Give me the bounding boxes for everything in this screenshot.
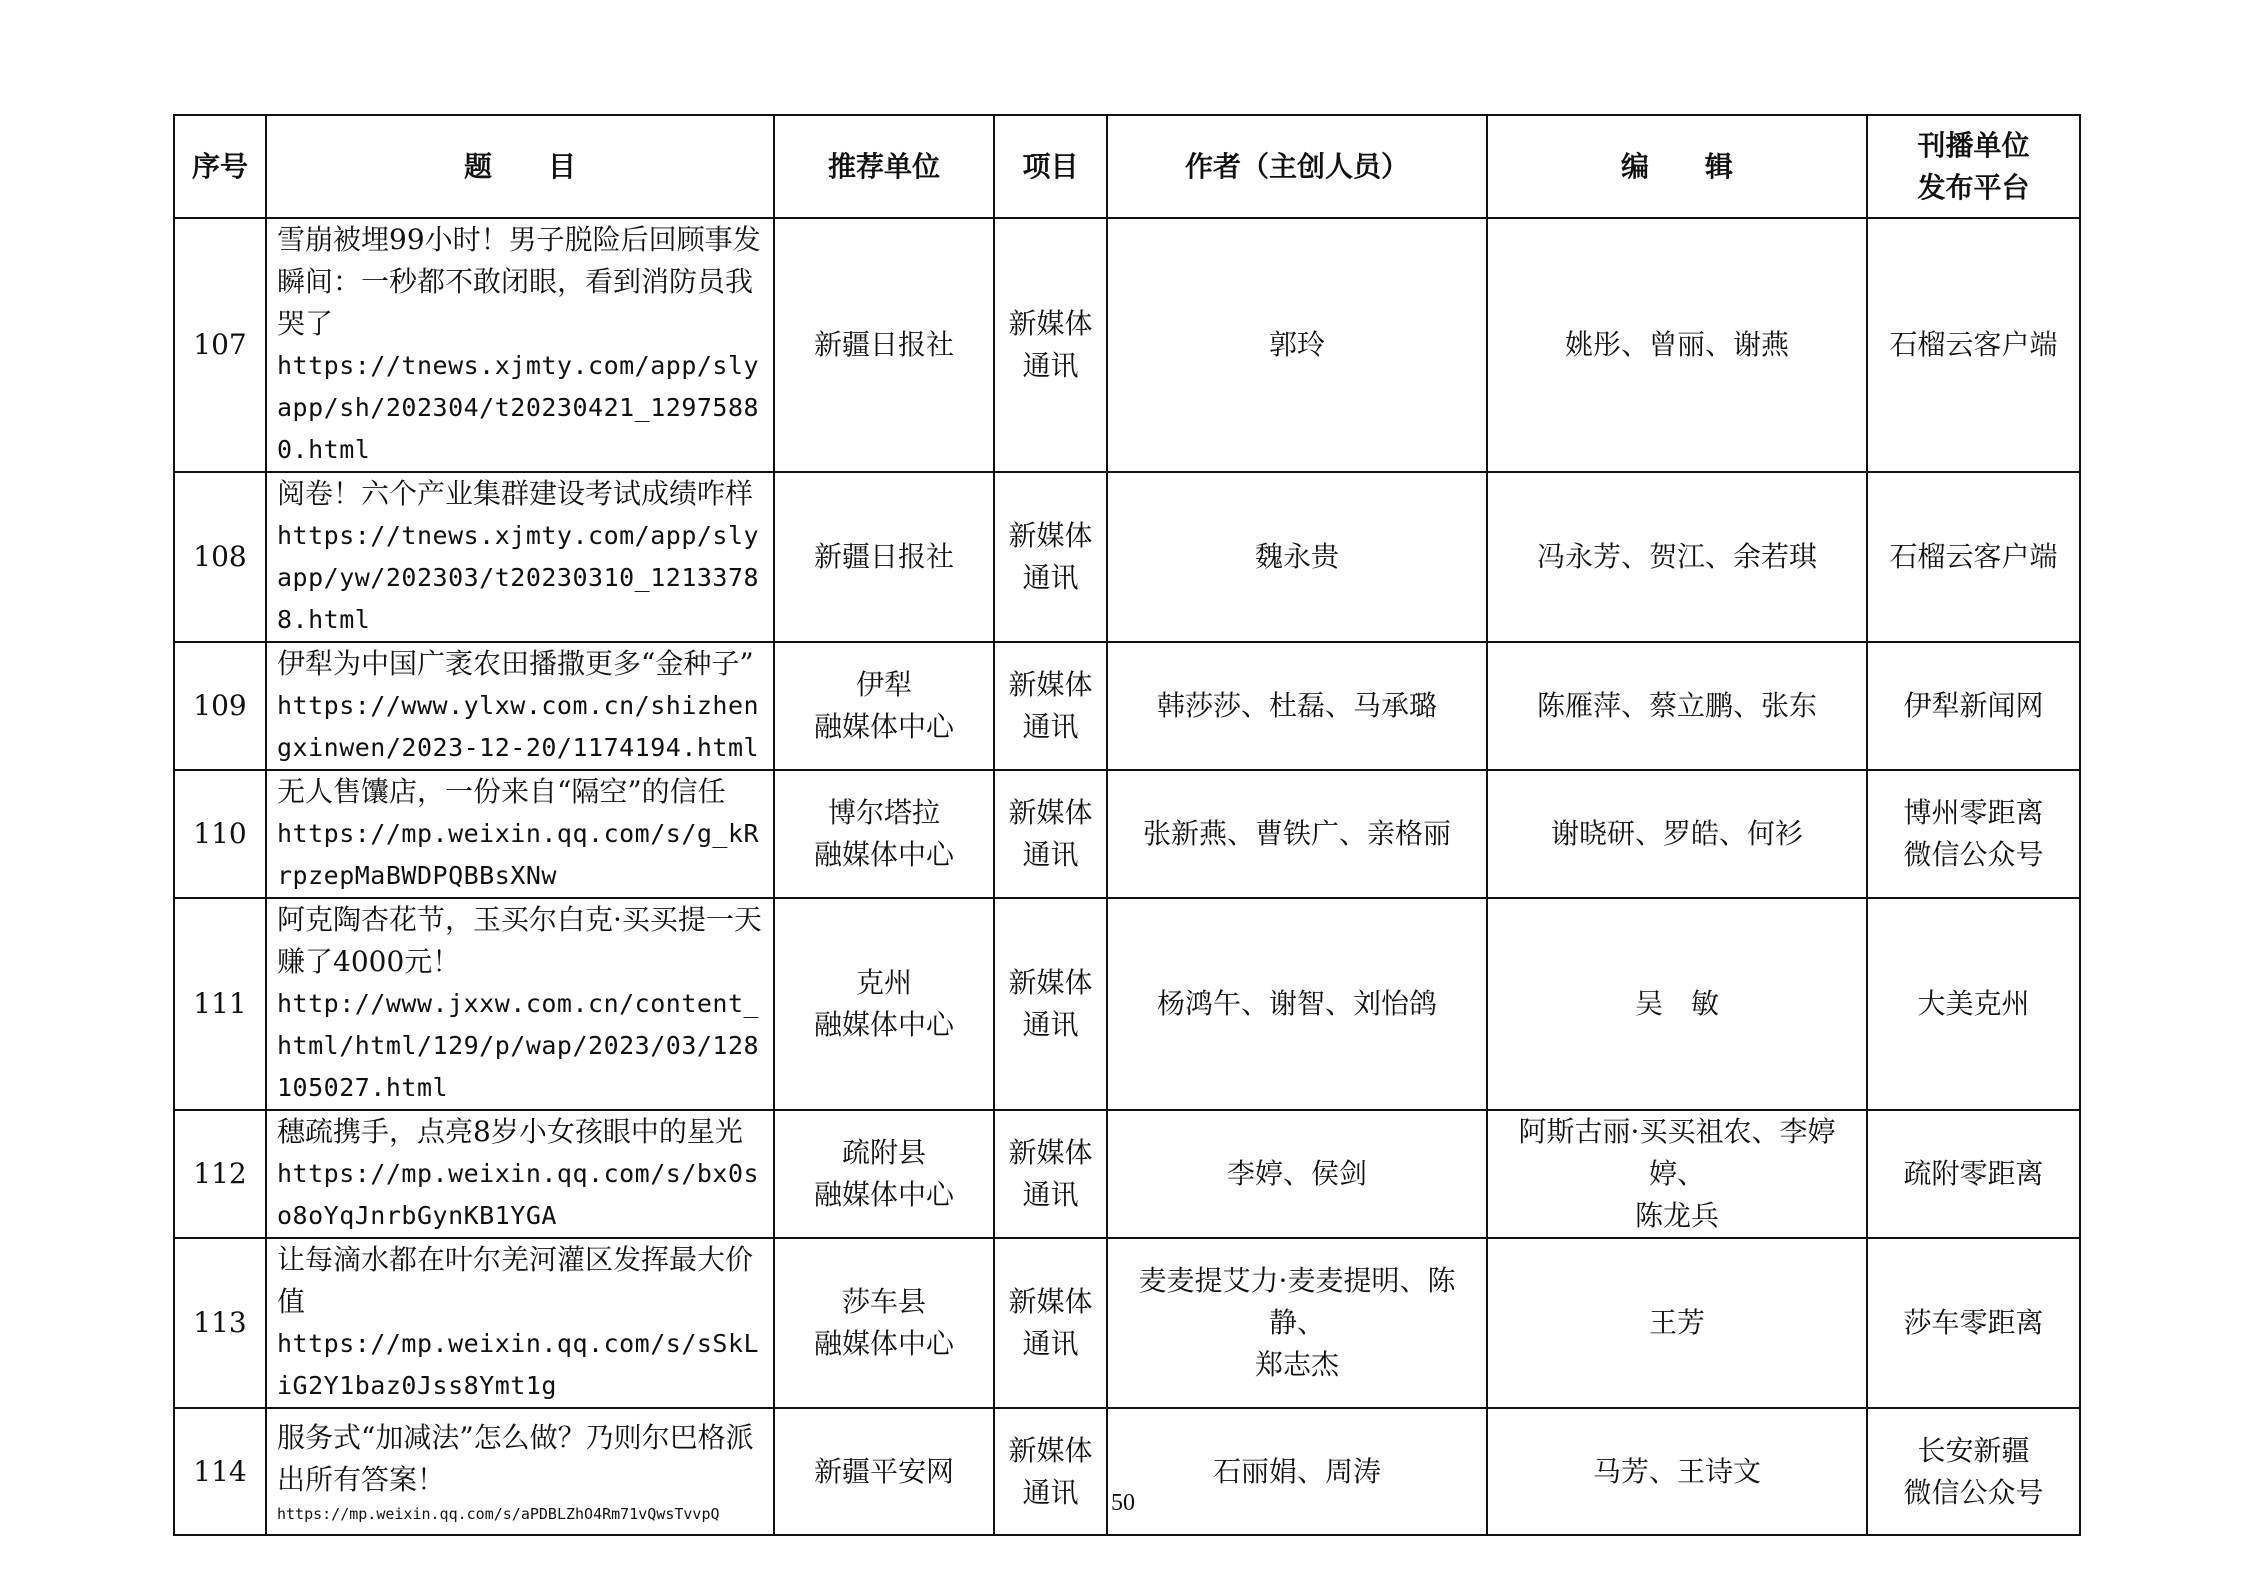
editor-cell xyxy=(1487,642,1867,770)
project-type: 新媒体 xyxy=(1008,1433,1093,1467)
recommending-unit: 克州 xyxy=(855,966,912,999)
author-names: 郭玲 xyxy=(1268,328,1325,361)
project-type: 新媒体 xyxy=(1008,966,1093,999)
row-number: 112 xyxy=(174,1110,266,1238)
row-number: 114 xyxy=(174,1408,266,1535)
editor-cell xyxy=(1487,1110,1867,1238)
editor-cell xyxy=(1487,472,1867,642)
author-cell xyxy=(1107,770,1487,898)
recommending-unit: 新疆平安网 xyxy=(813,1454,954,1488)
item-cell xyxy=(994,472,1107,642)
item-cell xyxy=(994,770,1107,898)
table-body xyxy=(174,218,2080,1535)
publishing-platform: 石榴云客户端 xyxy=(1889,328,2058,361)
table-row xyxy=(174,770,2080,898)
item-cell xyxy=(994,898,1107,1110)
editor-names: 陈雁萍、蔡立鹏、张东 xyxy=(1536,689,1817,722)
recommending-unit: 融媒体中心 xyxy=(813,838,954,871)
article-title: 伊犁为中国广袤农田播撒更多“金种子” xyxy=(277,647,754,680)
author-cell xyxy=(1107,1238,1487,1408)
author-names: 石丽娟、周涛 xyxy=(1212,1454,1381,1488)
header-title: 题 目 xyxy=(266,115,774,218)
project-type: 通讯 xyxy=(1022,1178,1079,1211)
platform-cell xyxy=(1867,472,2080,642)
project-type: 通讯 xyxy=(1022,710,1079,743)
publishing-platform: 微信公众号 xyxy=(1903,1475,2044,1509)
unit-cell xyxy=(774,770,994,898)
article-title: 雪崩被埋99小时！男子脱险后回顾事发瞬间：一秒都不敢闭眼，看到消防员我哭了 xyxy=(277,223,761,340)
recommending-unit: 融媒体中心 xyxy=(813,710,954,743)
publishing-platform: 石榴云客户端 xyxy=(1889,540,2058,573)
row-number: 110 xyxy=(174,770,266,898)
header-row xyxy=(174,115,2080,218)
article-title: 阅卷！六个产业集群建设考试成绩咋样 xyxy=(277,477,754,510)
publishing-platform: 疏附零距离 xyxy=(1903,1157,2044,1190)
unit-cell xyxy=(774,472,994,642)
platform-cell xyxy=(1867,1238,2080,1408)
publishing-platform: 微信公众号 xyxy=(1903,838,2044,871)
article-url: https://mp.weixin.qq.com/s/sSkLiG2Y1baz0Jss8Ymt1g xyxy=(277,1329,760,1400)
item-cell xyxy=(994,1238,1107,1408)
project-type: 通讯 xyxy=(1022,349,1079,382)
platform-cell xyxy=(1867,898,2080,1110)
project-type: 新媒体 xyxy=(1008,796,1093,829)
article-title: 服务式“加减法”怎么做？乃则尔巴格派出所有答案！ xyxy=(277,1420,754,1496)
editor-cell xyxy=(1487,770,1867,898)
editor-names: 阿斯古丽·买买祖农、李婷婷、 xyxy=(1518,1115,1836,1190)
editor-cell xyxy=(1487,218,1867,472)
article-title: 无人售馕店，一份来自“隔空”的信任 xyxy=(277,775,726,808)
header-unit: 推荐单位 xyxy=(774,115,994,218)
platform-cell xyxy=(1867,1110,2080,1238)
row-number: 111 xyxy=(174,898,266,1110)
header-platform-line1: 刊播单位 xyxy=(1917,128,2030,162)
recommending-unit: 融媒体中心 xyxy=(813,1178,954,1211)
platform-cell xyxy=(1867,770,2080,898)
project-type: 新媒体 xyxy=(1008,668,1093,701)
unit-cell xyxy=(774,898,994,1110)
platform-cell xyxy=(1867,218,2080,472)
header-platform-line2: 发布平台 xyxy=(1917,170,2030,204)
editor-names: 谢晓研、罗皓、何衫 xyxy=(1550,817,1803,850)
unit-cell xyxy=(774,218,994,472)
editor-cell xyxy=(1487,1238,1867,1408)
recommending-unit: 疏附县 xyxy=(841,1136,926,1169)
publishing-platform: 博州零距离 xyxy=(1903,796,2044,829)
article-url: https://mp.weixin.qq.com/s/aPDBLZhO4Rm71vQwsTvvpQ xyxy=(277,1504,720,1523)
header-editor: 编 辑 xyxy=(1487,115,1867,218)
editor-cell xyxy=(1487,898,1867,1110)
article-url: https://www.ylxw.com.cn/shizhengxinwen/2023-12-20/1174194.html xyxy=(277,691,760,762)
article-url: https://tnews.xjmty.com/app/slyapp/yw/202303/t20230310_12133788.html xyxy=(277,521,760,634)
author-cell xyxy=(1107,218,1487,472)
article-title: 穗疏携手，点亮8岁小女孩眼中的星光 xyxy=(277,1115,743,1148)
project-type: 新媒体 xyxy=(1008,1285,1093,1318)
table-row xyxy=(174,1110,2080,1238)
title-cell xyxy=(266,770,774,898)
project-type: 通讯 xyxy=(1022,561,1079,594)
publishing-platform: 大美克州 xyxy=(1917,987,2030,1020)
article-url: http://www.jxxw.com.cn/content_html/html/129/p/wap/2023/03/128105027.html xyxy=(277,989,760,1102)
recommending-unit: 新疆日报社 xyxy=(813,328,954,361)
editor-names: 王芳 xyxy=(1648,1306,1705,1339)
header-platform xyxy=(1867,115,2080,218)
article-title: 阿克陶杏花节，玉买尔白克·买买提一天赚了4000元！ xyxy=(277,903,762,978)
title-cell xyxy=(266,218,774,472)
unit-cell xyxy=(774,1110,994,1238)
recommending-unit: 博尔塔拉 xyxy=(827,796,940,829)
recommending-unit: 融媒体中心 xyxy=(813,1008,954,1041)
project-type: 新媒体 xyxy=(1008,1136,1093,1169)
item-cell xyxy=(994,218,1107,472)
author-names: 李婷、侯剑 xyxy=(1226,1157,1367,1190)
recommending-unit: 莎车县 xyxy=(841,1285,926,1318)
row-number: 108 xyxy=(174,472,266,642)
title-cell xyxy=(266,642,774,770)
platform-cell xyxy=(1867,642,2080,770)
recommending-unit: 伊犁 xyxy=(855,668,912,701)
article-url: https://mp.weixin.qq.com/s/g_kRrpzepMaBWDPQBBsXNw xyxy=(277,819,760,890)
header-author: 作者（主创人员） xyxy=(1107,115,1487,218)
editor-names: 姚彤、曾丽、谢燕 xyxy=(1564,328,1789,361)
award-table xyxy=(173,114,2081,1536)
article-url: https://mp.weixin.qq.com/s/bx0so8oYqJnrbGynKB1YGA xyxy=(277,1159,760,1230)
editor-names: 马芳、王诗文 xyxy=(1592,1454,1761,1488)
table-row xyxy=(174,898,2080,1110)
author-names: 韩莎莎、杜磊、马承璐 xyxy=(1156,689,1437,722)
unit-cell xyxy=(774,642,994,770)
table-row xyxy=(174,642,2080,770)
article-title: 让每滴水都在叶尔羌河灌区发挥最大价值 xyxy=(277,1243,754,1318)
header-no: 序号 xyxy=(174,115,266,218)
project-type: 通讯 xyxy=(1022,1475,1079,1509)
title-cell xyxy=(266,1110,774,1238)
item-cell xyxy=(994,642,1107,770)
project-type: 新媒体 xyxy=(1008,519,1093,552)
title-cell xyxy=(266,898,774,1110)
title-cell xyxy=(266,1238,774,1408)
author-names: 魏永贵 xyxy=(1254,540,1339,573)
table-row xyxy=(174,1238,2080,1408)
article-url: https://tnews.xjmty.com/app/slyapp/sh/202304/t20230421_12975880.html xyxy=(277,351,760,464)
author-names: 张新燕、曹铁广、亲格丽 xyxy=(1142,817,1451,850)
publishing-platform: 长安新疆 xyxy=(1917,1433,2030,1467)
project-type: 通讯 xyxy=(1022,1008,1079,1041)
author-names: 杨鸿午、谢智、刘怡鸽 xyxy=(1156,987,1437,1020)
publishing-platform: 伊犁新闻网 xyxy=(1903,689,2044,722)
author-cell xyxy=(1107,1110,1487,1238)
unit-cell xyxy=(774,1238,994,1408)
editor-names: 陈龙兵 xyxy=(1634,1199,1719,1232)
row-number: 113 xyxy=(174,1238,266,1408)
editor-names: 冯永芳、贺江、余若琪 xyxy=(1536,540,1817,573)
recommending-unit: 融媒体中心 xyxy=(813,1327,954,1360)
author-names: 郑志杰 xyxy=(1254,1348,1339,1381)
row-number: 109 xyxy=(174,642,266,770)
title-cell xyxy=(266,472,774,642)
recommending-unit: 新疆日报社 xyxy=(813,540,954,573)
project-type: 通讯 xyxy=(1022,1327,1079,1360)
author-cell xyxy=(1107,898,1487,1110)
author-names: 麦麦提艾力·麦麦提明、陈静、 xyxy=(1138,1264,1456,1339)
author-cell xyxy=(1107,472,1487,642)
table-row xyxy=(174,218,2080,472)
project-type: 新媒体 xyxy=(1008,307,1093,340)
row-number: 107 xyxy=(174,218,266,472)
header-item: 项目 xyxy=(994,115,1107,218)
editor-names: 吴 敏 xyxy=(1634,987,1719,1020)
item-cell xyxy=(994,1110,1107,1238)
project-type: 通讯 xyxy=(1022,838,1079,871)
author-cell xyxy=(1107,642,1487,770)
page-number: 50 xyxy=(1111,1490,1135,1516)
publishing-platform: 莎车零距离 xyxy=(1903,1306,2044,1339)
table-row xyxy=(174,472,2080,642)
